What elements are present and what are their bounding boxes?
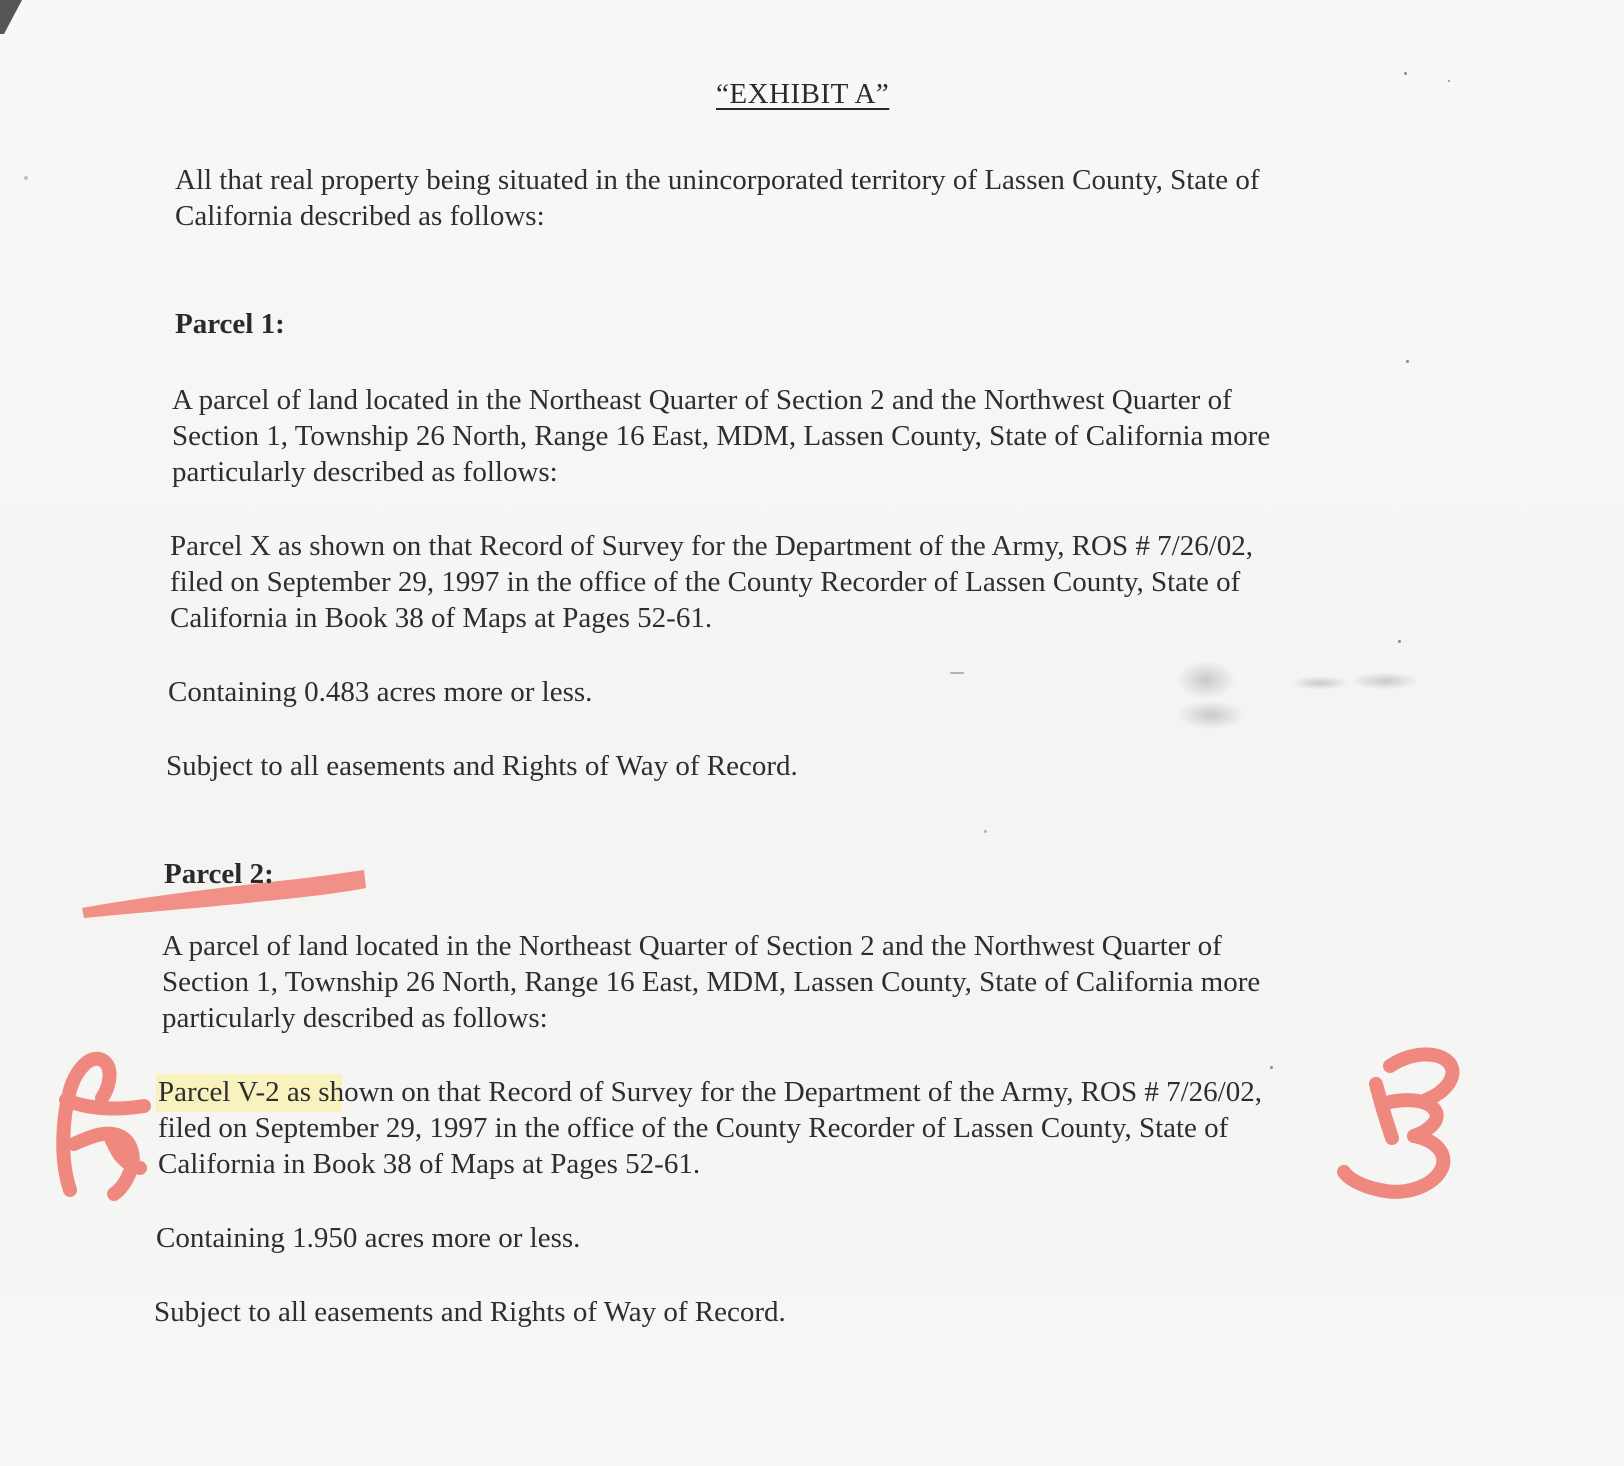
scan-speck [1404, 72, 1407, 75]
parcel-2-containing: Containing 1.950 acres more or less. [156, 1222, 581, 1254]
parcel-2-survey [158, 1074, 1262, 1182]
parcel-1-survey [170, 528, 1253, 636]
scan-smudge [1176, 700, 1246, 730]
scan-speck [984, 830, 987, 833]
red-marker-scribble-left [40, 1040, 160, 1210]
scan-speck [1406, 360, 1409, 363]
parcel-2-location-line: particularly described as follows: [162, 1002, 548, 1034]
scan-speck [950, 672, 964, 674]
intro-paragraph [175, 162, 1260, 234]
corner-fold-mark [0, 0, 40, 40]
page-title: “EXHIBIT A” [716, 78, 890, 110]
scan-smudge [1350, 672, 1420, 690]
parcel-2-subject: Subject to all easements and Rights of Way of Record. [154, 1296, 786, 1328]
parcel-1-survey-line: California in Book 38 of Maps at Pages 52-61. [170, 602, 713, 634]
parcel-1-subject: Subject to all easements and Rights of Way of Record. [166, 750, 798, 782]
scan-speck [1448, 80, 1450, 82]
parcel-1-containing: Containing 0.483 acres more or less. [168, 676, 593, 708]
parcel-2-survey-line: filed on September 29, 1997 in the office of the County Recorder of Lassen County, State of [158, 1112, 1229, 1144]
parcel-1-location-line: A parcel of land located in the Northeast Quarter of Section 2 and the Northwest Quarter of [172, 384, 1232, 416]
scan-speck [1398, 640, 1401, 643]
parcel-1-heading: Parcel 1: [175, 308, 285, 340]
intro-line: California described as follows: [175, 200, 545, 232]
scan-smudge [1290, 676, 1350, 690]
parcel-2-location [162, 928, 1260, 1036]
parcel-2-heading: Parcel 2: [164, 858, 274, 890]
parcel-1-location-line: particularly described as follows: [172, 456, 558, 488]
scan-smudge [1176, 660, 1236, 700]
parcel-1-location [172, 382, 1270, 490]
parcel-2-survey-line: California in Book 38 of Maps at Pages 52-61. [158, 1148, 701, 1180]
parcel-2-survey-line: Parcel V-2 as shown on that Record of Survey for the Department of the Army, ROS # 7/26/02, [158, 1076, 1262, 1108]
red-marker-scribble-right [1330, 1040, 1470, 1220]
parcel-1-survey-line: filed on September 29, 1997 in the office of the County Recorder of Lassen County, State of [170, 566, 1241, 598]
parcel-1-survey-line: Parcel X as shown on that Record of Survey for the Department of the Army, ROS # 7/26/02, [170, 530, 1253, 562]
parcel-1-location-line: Section 1, Township 26 North, Range 16 East, MDM, Lassen County, State of California more [172, 420, 1271, 452]
parcel-2-location-line: A parcel of land located in the Northeast Quarter of Section 2 and the Northwest Quarter of [162, 930, 1222, 962]
intro-line: All that real property being situated in the unincorporated territory of Lassen County, State of [175, 164, 1260, 196]
parcel-2-location-line: Section 1, Township 26 North, Range 16 East, MDM, Lassen County, State of California more [162, 966, 1261, 998]
scan-speck [1270, 1066, 1273, 1069]
scan-speck [24, 176, 28, 180]
